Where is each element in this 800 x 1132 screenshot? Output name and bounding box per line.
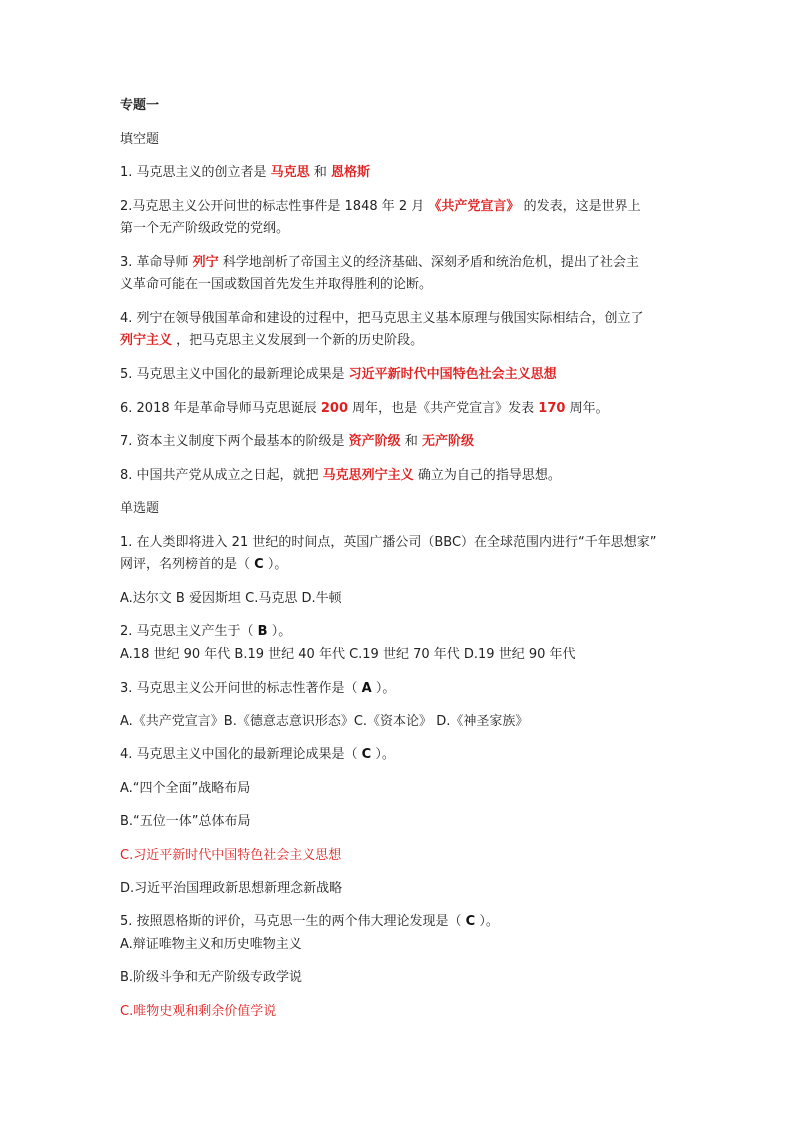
- text: 3. 革命导师: [120, 255, 193, 270]
- answer: C: [361, 747, 372, 762]
- answer: 马克思列宁主义: [322, 468, 414, 483]
- answer: A: [361, 681, 372, 696]
- text: 的发表，这是世界上: [519, 199, 641, 214]
- answer: 无产阶级: [421, 434, 474, 449]
- answer: 列宁主义: [120, 333, 173, 348]
- choice-question-3: [120, 679, 395, 699]
- section-single-choice: 单选题: [120, 501, 160, 516]
- fill-question-8: [120, 466, 561, 486]
- choice-question-1-cont: [120, 555, 287, 575]
- fill-question-4: 4. 列宁在领导俄国革命和建设的过程中，把马克思主义基本原理与俄国实际相结合，创立了: [120, 311, 644, 326]
- fill-question-5: [120, 365, 557, 385]
- text: ）。: [371, 681, 396, 696]
- text: 2. 马克思主义产生于（: [120, 624, 258, 639]
- text: 1. 马克思主义的创立者是: [120, 165, 271, 180]
- text: 和: [400, 434, 422, 449]
- doc-title: 专题一: [120, 98, 160, 113]
- answer: 恩格斯: [330, 165, 370, 180]
- text: 2.马克思主义公开问世的标志性事件是 1848 年 2 月: [120, 199, 429, 214]
- text: 7. 资本主义制度下两个最基本的阶级是: [120, 434, 349, 449]
- choice-question-3-options: A.《共产党宣言》B.《德意志意识形态》C.《资本论》 D.《神圣家族》: [120, 714, 529, 729]
- fill-question-2-cont: 第一个无产阶级政党的党纲。: [120, 221, 290, 236]
- text: 确立为自己的指导思想。: [413, 468, 561, 483]
- text: 周年，也是《共产党宣言》发表: [348, 401, 539, 416]
- text: 网评，名列榜首的是（: [120, 557, 255, 572]
- text: 6. 2018 年是革命导师马克思诞辰: [120, 401, 321, 416]
- answer: C: [465, 914, 476, 929]
- choice-question-5-option-b: B.阶级斗争和无产阶级专政学说: [120, 970, 303, 985]
- answer: B: [257, 624, 268, 639]
- text: 4. 马克思主义中国化的最新理论成果是（: [120, 747, 362, 762]
- text: ）。: [263, 557, 288, 572]
- fill-question-7: [120, 432, 474, 452]
- answer: 马克思: [270, 165, 310, 180]
- answer: C: [254, 557, 264, 572]
- text: ，把马克思主义发展到一个新的历史阶段。: [172, 333, 424, 348]
- choice-question-4-option-b: B.“五位一体”总体布局: [120, 814, 251, 829]
- choice-question-4-option-a: A.“四个全面”战略布局: [120, 781, 251, 796]
- answer: 170: [538, 401, 566, 416]
- choice-question-1-options: A.达尔文 B 爱因斯坦 C.马克思 D.牛顿: [120, 591, 342, 606]
- fill-question-6: [120, 399, 609, 419]
- answer: 列宁: [192, 255, 219, 270]
- choice-question-4: [120, 745, 395, 765]
- text: ）。: [475, 914, 499, 929]
- choice-question-2-options: A.18 世纪 90 年代 B.19 世纪 40 年代 C.19 世纪 70 年代 D.19 世纪 90 年代: [120, 647, 576, 662]
- answer: 资产阶级: [348, 434, 401, 449]
- choice-question-5: [120, 912, 499, 932]
- answer: 习近平新时代中国特色社会主义思想: [348, 367, 557, 382]
- choice-question-2: [120, 622, 291, 642]
- text: 科学地剖析了帝国主义的经济基础、深刻矛盾和统治危机，提出了社会主: [218, 255, 639, 270]
- fill-question-2: [120, 197, 641, 217]
- section-fill-in: 填空题: [120, 132, 160, 147]
- text: 5. 马克思主义中国化的最新理论成果是: [120, 367, 349, 382]
- fill-question-3: [120, 253, 639, 273]
- choice-question-5-option-c: C.唯物史观和剩余价值学说: [120, 1004, 277, 1019]
- text: ）。: [371, 747, 395, 762]
- answer: 200: [320, 401, 349, 416]
- text: 周年。: [565, 401, 609, 416]
- text: 8. 中国共产党从成立之日起，就把: [120, 468, 323, 483]
- answer: 《共产党宣言》: [428, 199, 520, 214]
- choice-question-4-option-d: D.习近平治国理政新思想新理念新战略: [120, 881, 343, 896]
- choice-question-5-option-a: A.辩证唯物主义和历史唯物主义: [120, 937, 302, 952]
- text: 3. 马克思主义公开问世的标志性著作是（: [120, 681, 362, 696]
- text: 和: [309, 165, 331, 180]
- fill-question-4-cont: [120, 331, 423, 351]
- fill-question-1: [120, 163, 370, 183]
- text: ）。: [267, 624, 292, 639]
- choice-question-4-option-c: C.习近平新时代中国特色社会主义思想: [120, 848, 342, 863]
- fill-question-3-cont: 义革命可能在一国或数国首先发生并取得胜利的论断。: [120, 277, 433, 292]
- text: 5. 按照恩格斯的评价，马克思一生的两个伟大理论发现是（: [120, 914, 466, 929]
- choice-question-1: 1. 在人类即将进入 21 世纪的时间点，英国广播公司（BBC）在全球范围内进行“千年思想家”: [120, 535, 657, 550]
